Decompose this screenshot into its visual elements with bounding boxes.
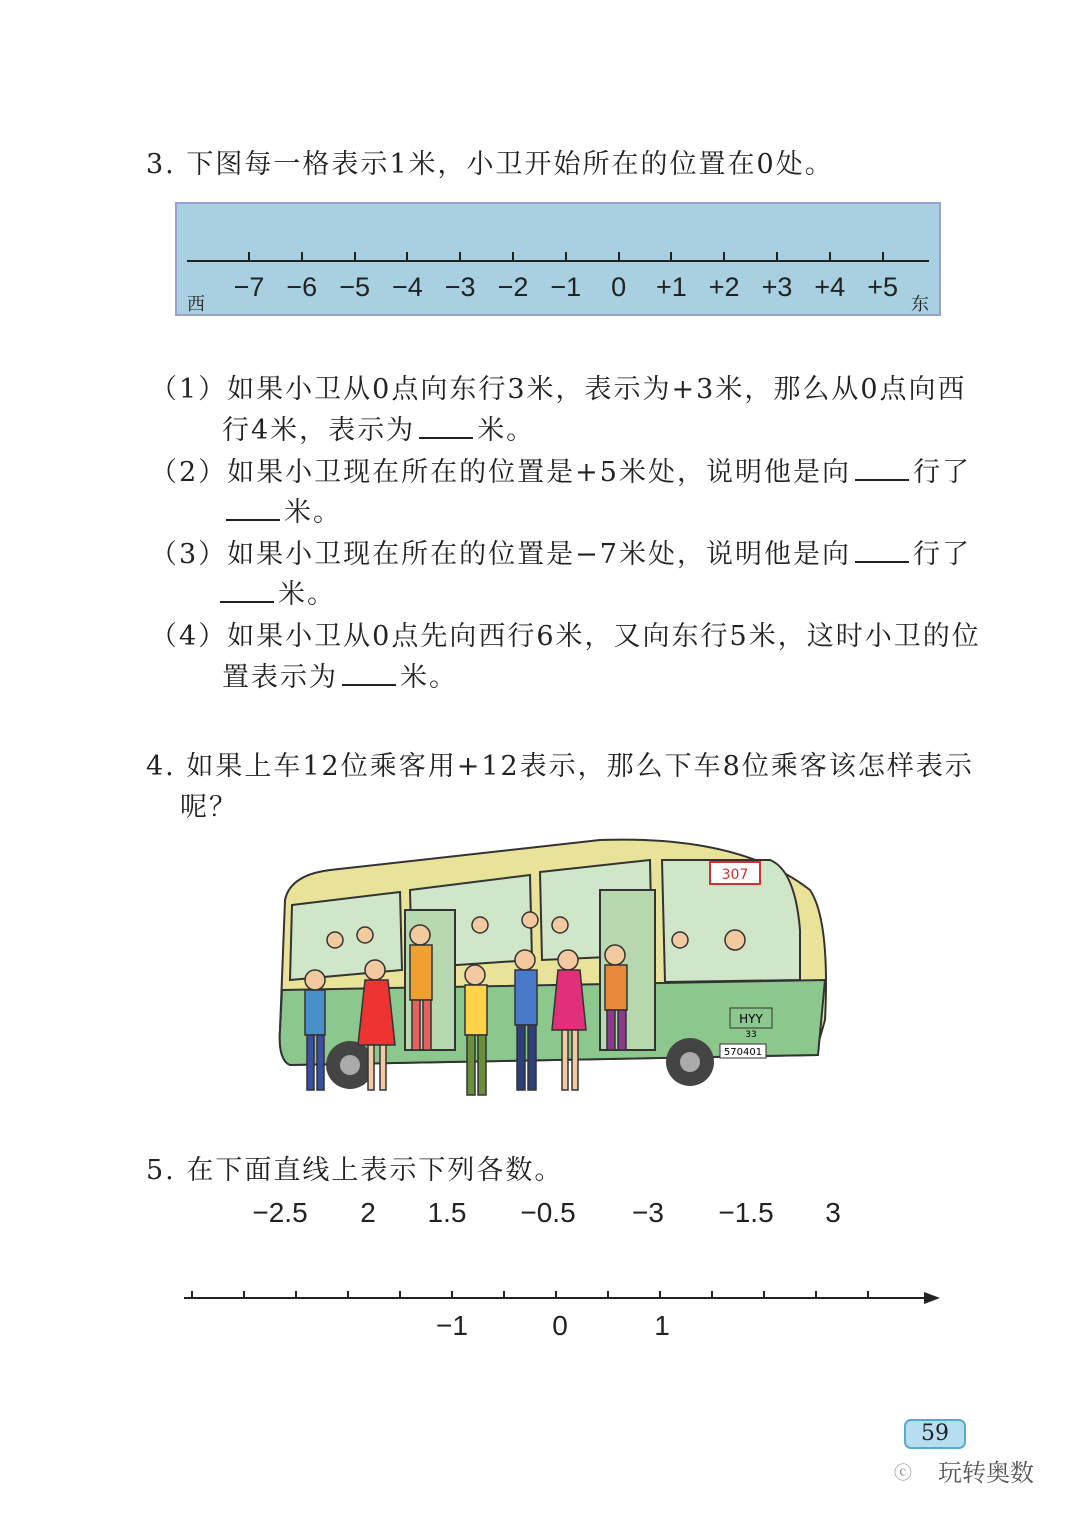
q3-item-4-unit: 米。	[400, 662, 458, 693]
number-line-label: −2	[497, 272, 529, 302]
q3-item-3-unit: 米。	[278, 579, 336, 610]
number-line-label: −4	[391, 272, 423, 302]
number-line-axis	[187, 260, 929, 262]
answer-blank[interactable]	[342, 684, 396, 686]
number-line-tick	[723, 252, 725, 262]
number-line-tick	[459, 252, 461, 262]
q3-item-2-unit: 米。	[284, 497, 342, 528]
q4-line2: 呢？	[180, 792, 238, 823]
q3-item-2-line2	[226, 490, 342, 529]
number-line-tick	[301, 252, 303, 262]
number-line-tick	[776, 252, 778, 262]
q3-item-3-text-b: 行了	[912, 539, 971, 570]
q3-title: 3. 下图每一格表示1米，小卫开始所在的位置在0处。	[146, 149, 834, 180]
license-plate: 570401	[723, 1047, 763, 1058]
number-line-tick	[829, 252, 831, 262]
number-line-label: −1	[550, 272, 582, 302]
wechat-icon: ⓒ	[894, 1463, 912, 1484]
q3-item-4-text: 置表示为	[222, 662, 338, 693]
number-line-label: −5	[339, 272, 370, 302]
answer-blank[interactable]	[220, 601, 274, 603]
number-line-tick	[512, 252, 514, 262]
number-line-label: 0	[611, 272, 627, 302]
number-line-tick	[882, 252, 884, 262]
number-line-label: +3	[761, 272, 793, 302]
number-line-tick	[670, 252, 672, 262]
q3-item-2-line1	[150, 450, 971, 489]
watermark-text: 玩转奥数	[938, 1459, 1034, 1487]
q3-item-1-text: 行4米，表示为	[222, 415, 416, 446]
east-label: 东	[911, 294, 929, 315]
q3-item-2-text-b: 行了	[912, 457, 971, 488]
q5-title: 5. 在下面直线上表示下列各数。	[146, 1155, 564, 1186]
number-line-tick	[248, 252, 250, 262]
number-line-box	[175, 202, 941, 316]
q5-number: −0.5	[520, 1197, 576, 1228]
number-line-tick	[618, 252, 620, 262]
q5-number-line[interactable]	[180, 1288, 942, 1310]
q3-item-4-line2	[222, 655, 458, 694]
number-line-label: −3	[444, 272, 476, 302]
route-sign: 307	[721, 867, 749, 883]
plate-badge: HYY	[739, 1012, 763, 1026]
number-line-tick	[354, 252, 356, 262]
page-number: 59	[904, 1419, 966, 1449]
plate-number-small: 33	[745, 1030, 757, 1040]
number-line-label: −7	[233, 272, 265, 302]
answer-blank[interactable]	[855, 561, 909, 563]
q3-item-3-text: （3）如果小卫现在所在的位置是−7米处，说明他是向	[150, 539, 851, 570]
number-line-label: −6	[286, 272, 318, 302]
west-label: 西	[187, 294, 205, 315]
bus-illustration	[270, 830, 840, 1105]
number-line-label: +2	[708, 272, 740, 302]
q3-item-2-text: （2）如果小卫现在所在的位置是+5米处，说明他是向	[150, 457, 851, 488]
watermark	[894, 1453, 1034, 1488]
q5-number: −1.5	[718, 1197, 774, 1228]
q5-number: 1.5	[427, 1197, 467, 1228]
number-line-tick	[565, 252, 567, 262]
number-line-label: +5	[867, 272, 898, 302]
q3-item-1-line2	[222, 408, 535, 447]
q5-number: 2	[360, 1197, 376, 1228]
q3-item-3-line2	[220, 572, 336, 611]
q3-item-1-unit: 米。	[477, 415, 536, 446]
q5-axis-label: 0	[552, 1310, 568, 1341]
answer-blank[interactable]	[855, 479, 909, 481]
answer-blank[interactable]	[226, 519, 280, 521]
q5-number: −3	[632, 1197, 664, 1228]
q3-item-3-line1	[150, 532, 971, 571]
number-line-label: +4	[814, 272, 846, 302]
number-line-tick	[406, 252, 408, 262]
q5-number: −2.5	[252, 1197, 308, 1228]
q5-axis-label: 1	[654, 1310, 670, 1341]
q4-line1: 4. 如果上车12位乘客用+12表示，那么下车8位乘客该怎样表示	[146, 751, 974, 782]
q3-item-1-line1: （1）如果小卫从0点向东行3米，表示为+3米，那么从0点向西	[150, 374, 967, 405]
answer-blank[interactable]	[419, 437, 473, 439]
number-line-label: +1	[655, 272, 687, 302]
q3-item-4-line1: （4）如果小卫从0点先向西行6米，又向东行5米，这时小卫的位	[150, 621, 981, 652]
q5-number: 3	[825, 1197, 841, 1228]
q5-axis-label: −1	[436, 1310, 468, 1341]
